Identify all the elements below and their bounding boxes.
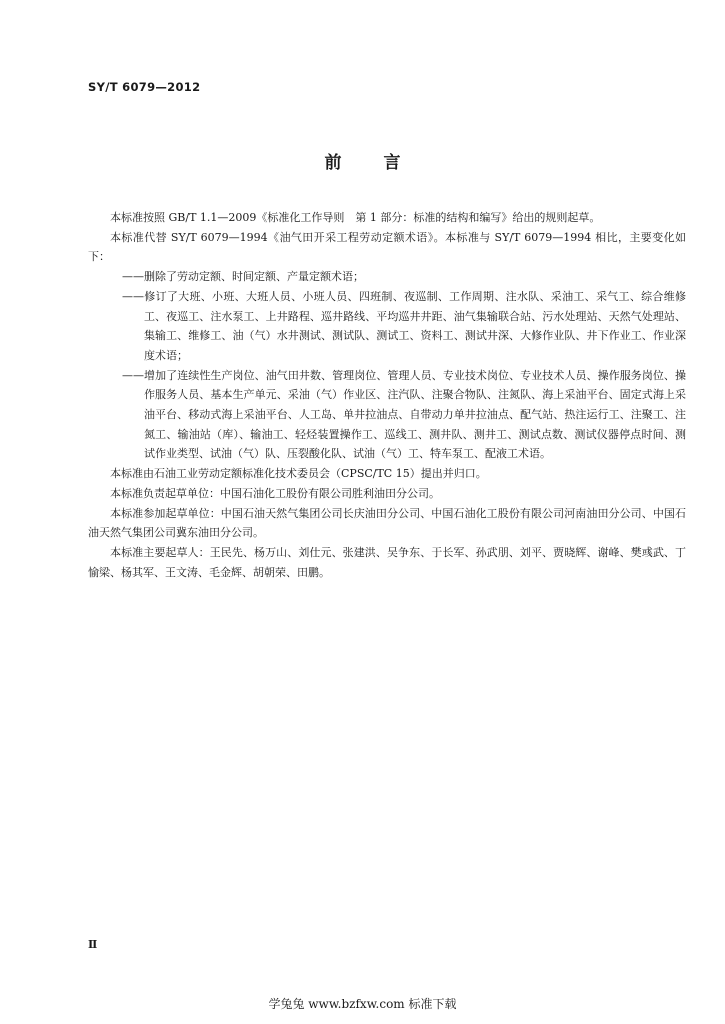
page-title: [0, 148, 725, 173]
title-char-2: 言: [383, 153, 401, 173]
change-item-added: ——增加了连续性生产岗位、油气田井数、管理岗位、管理人员、专业技术岗位、专业技术人员、操作服务岗位、操作服务人员、基本生产单元、采油（气）作业区、注汽队、注聚合物队、注氮队、海上采油平台、固定式海上采油平台、移动式海上采油平台、人工岛、单井拉油点、自带动力单井拉油点、配气站、热注运行工、注聚工、注氮工、输油站（库）、输油工、轻烃装置操作工、巡线工、测井队、测井工、测试点数、测试仪器停点时间、测试作业类型、试油（气）队、压裂酸化队、试油（气）工、特车泵工、配液工术语。: [122, 368, 686, 461]
paragraph-main-drafters: 本标准主要起草人：王民先、杨万山、刘仕元、张建洪、吴争东、于长军、孙武朋、刘平、贾晓辉、谢峰、樊彧武、丁愉梁、杨其军、王文涛、毛金辉、胡朝荣、田鹏。: [88, 545, 686, 579]
footer-watermark: 学兔兔 www.bzfxw.com 标准下载: [268, 997, 457, 1011]
title-char-1: 前: [324, 153, 342, 173]
paragraph-proposer: 本标准由石油工业劳动定额标准化技术委员会（CPSC/TC 15）提出并归口。: [110, 467, 487, 481]
paragraph-participating-drafters: 本标准参加起草单位：中国石油天然气集团公司长庆油田分公司、中国石油化工股份有限公司河南油田分公司、中国石油天然气集团公司冀东油田分公司。: [88, 506, 686, 540]
paragraph-lead-drafter: 本标准负责起草单位：中国石油化工股份有限公司胜利油田分公司。: [110, 486, 440, 500]
standard-code: SY/T 6079—2012: [88, 80, 201, 94]
change-item-revised: ——修订了大班、小班、大班人员、小班人员、四班制、夜巡制、工作周期、注水队、采油工、采气工、综合维修工、夜巡工、注水泵工、上井路程、巡井路线、平均巡井井距、油气集输联合站、污水处理站、天然气处理站、集输工、维修工、油（气）水井测试、测试队、测试工、资料工、测试井深、大修作业队、井下作业工、作业深度术语；: [122, 289, 686, 362]
paragraph-replaces: 本标准代替 SY/T 6079—1994《油气田开采工程劳动定额术语》。本标准与 SY/T 6079—1994 相比，主要变化如下：: [88, 230, 686, 264]
document-body: [88, 208, 686, 582]
page-number: Ⅱ: [88, 938, 98, 951]
paragraph-drafting-rules: 本标准按照 GB/T 1.1—2009《标准化工作导则 第 1 部分：标准的结构和编写》给出的规则起草。: [110, 211, 601, 224]
change-item-deleted: ——删除了劳动定额、时间定额、产量定额术语；: [122, 270, 364, 284]
